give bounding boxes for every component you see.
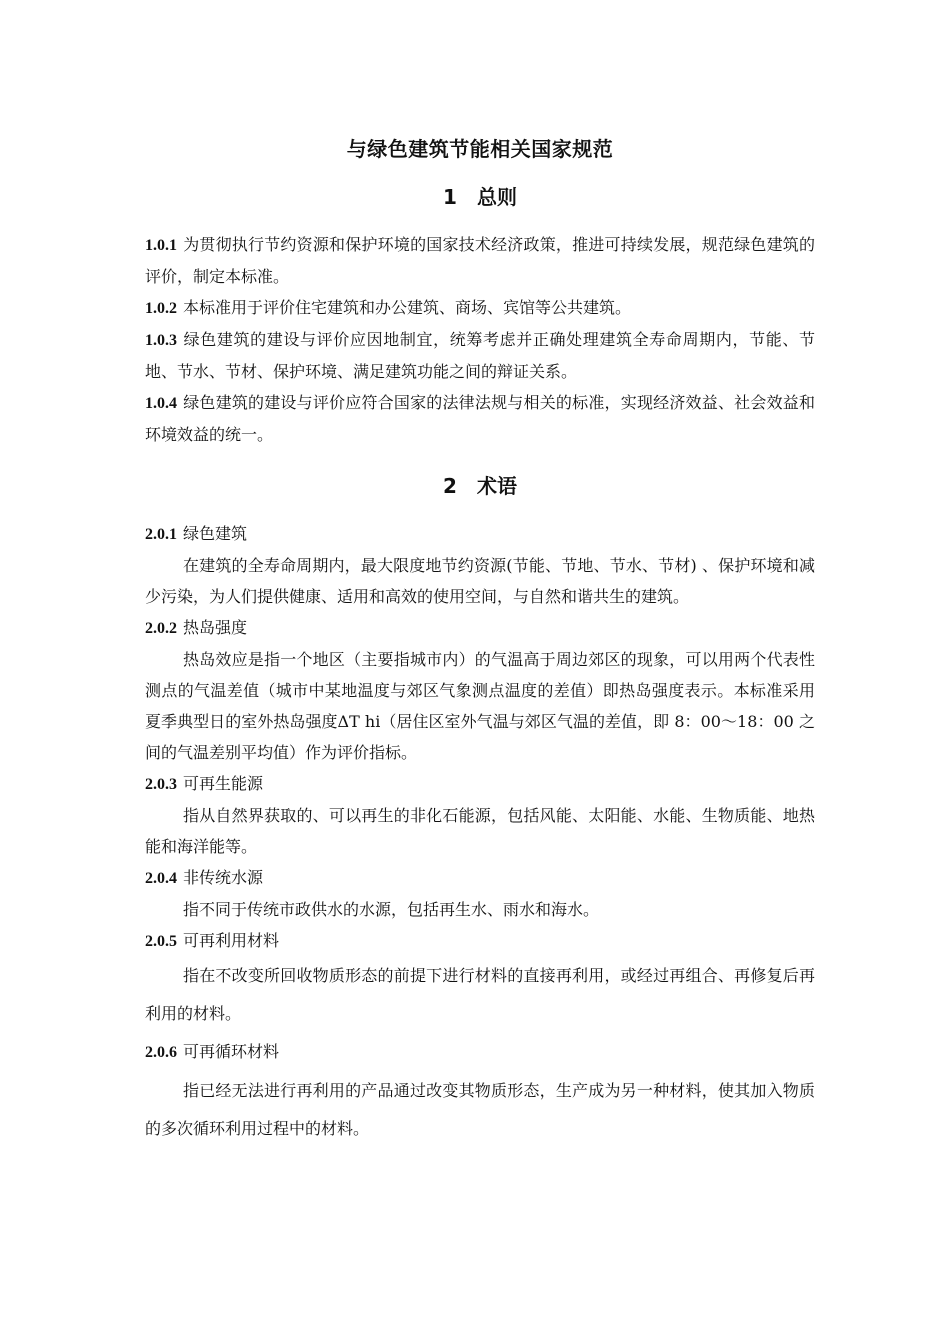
clause-1-0-2 bbox=[145, 292, 815, 324]
term-name: 可再生能源 bbox=[183, 774, 264, 793]
term-heading-2-0-4 bbox=[145, 862, 815, 894]
term-heading-2-0-6 bbox=[145, 1033, 815, 1072]
term-definition: 指从自然界获取的、可以再生的非化石能源，包括风能、太阳能、水能、生物质能、地热能和海洋能等。 bbox=[145, 806, 815, 856]
document-page bbox=[145, 130, 815, 1148]
term-name: 绿色建筑 bbox=[183, 524, 248, 543]
clause-number: 1.0.1 bbox=[145, 237, 177, 254]
term-number: 2.0.6 bbox=[145, 1044, 177, 1061]
term-name: 可再利用材料 bbox=[183, 931, 280, 950]
clause-number: 1.0.3 bbox=[145, 332, 177, 349]
term-heading-2-0-2 bbox=[145, 612, 815, 644]
term-number: 2.0.3 bbox=[145, 776, 177, 793]
clause-text: 绿色建筑的建设与评价应因地制宜，统筹考虑并正确处理建筑全寿命周期内，节能、节地、节水、节材、保护环境、满足建筑功能之间的辩证关系。 bbox=[145, 330, 815, 381]
term-number: 2.0.5 bbox=[145, 933, 177, 950]
clause-text: 为贯彻执行节约资源和保护环境的国家技术经济政策，推进可持续发展，规范绿色建筑的评价，制定本标准。 bbox=[145, 235, 815, 286]
section-heading-terms: 2 术语 bbox=[443, 474, 517, 498]
term-name: 可再循环材料 bbox=[183, 1042, 280, 1061]
term-definition: 指不同于传统市政供水的水源，包括再生水、雨水和海水。 bbox=[183, 900, 600, 919]
term-definition: 指已经无法进行再利用的产品通过改变其物质形态，生产成为另一种材料，使其加入物质的多次循环利用过程中的材料。 bbox=[145, 1081, 815, 1138]
term-definition: 热岛效应是指一个地区（主要指城市内）的气温高于周边郊区的现象，可以用两个代表性测点的气温差值（城市中某地温度与郊区气象测点温度的差值）即热岛强度表示。本标准采用夏季典型日的室外热岛强度ΔT hi（居住区室外气温与郊区气温的差值，即 8：00～18：00 之间的气温差别平均值）作为评价指标。 bbox=[145, 650, 815, 762]
clause-1-0-3 bbox=[145, 324, 815, 387]
clause-number: 1.0.4 bbox=[145, 395, 177, 412]
clause-1-0-4 bbox=[145, 387, 815, 450]
term-definition: 在建筑的全寿命周期内，最大限度地节约资源(节能、节地、节水、节材) 、保护环境和减少污染，为人们提供健康、适用和高效的使用空间，与自然和谐共生的建筑。 bbox=[145, 556, 815, 606]
term-number: 2.0.4 bbox=[145, 870, 177, 887]
term-definition: 指在不改变所回收物质形态的前提下进行材料的直接再利用，或经过再组合、再修复后再利用的材料。 bbox=[145, 966, 815, 1023]
clause-1-0-1 bbox=[145, 229, 815, 292]
clause-text: 绿色建筑的建设与评价应符合国家的法律法规与相关的标准，实现经济效益、社会效益和环境效益的统一。 bbox=[145, 393, 815, 444]
term-heading-2-0-3 bbox=[145, 768, 815, 800]
term-heading-2-0-5 bbox=[145, 925, 815, 957]
term-heading-2-0-1 bbox=[145, 518, 815, 550]
clause-text: 本标准用于评价住宅建筑和办公建筑、商场、宾馆等公共建筑。 bbox=[183, 298, 632, 317]
term-number: 2.0.2 bbox=[145, 620, 177, 637]
clause-number: 1.0.2 bbox=[145, 300, 177, 317]
document-title: 与绿色建筑节能相关国家规范 bbox=[346, 137, 614, 161]
section-heading-general: 1 总则 bbox=[443, 185, 517, 209]
term-name: 非传统水源 bbox=[183, 868, 264, 887]
term-number: 2.0.1 bbox=[145, 526, 177, 543]
term-name: 热岛强度 bbox=[183, 618, 248, 637]
